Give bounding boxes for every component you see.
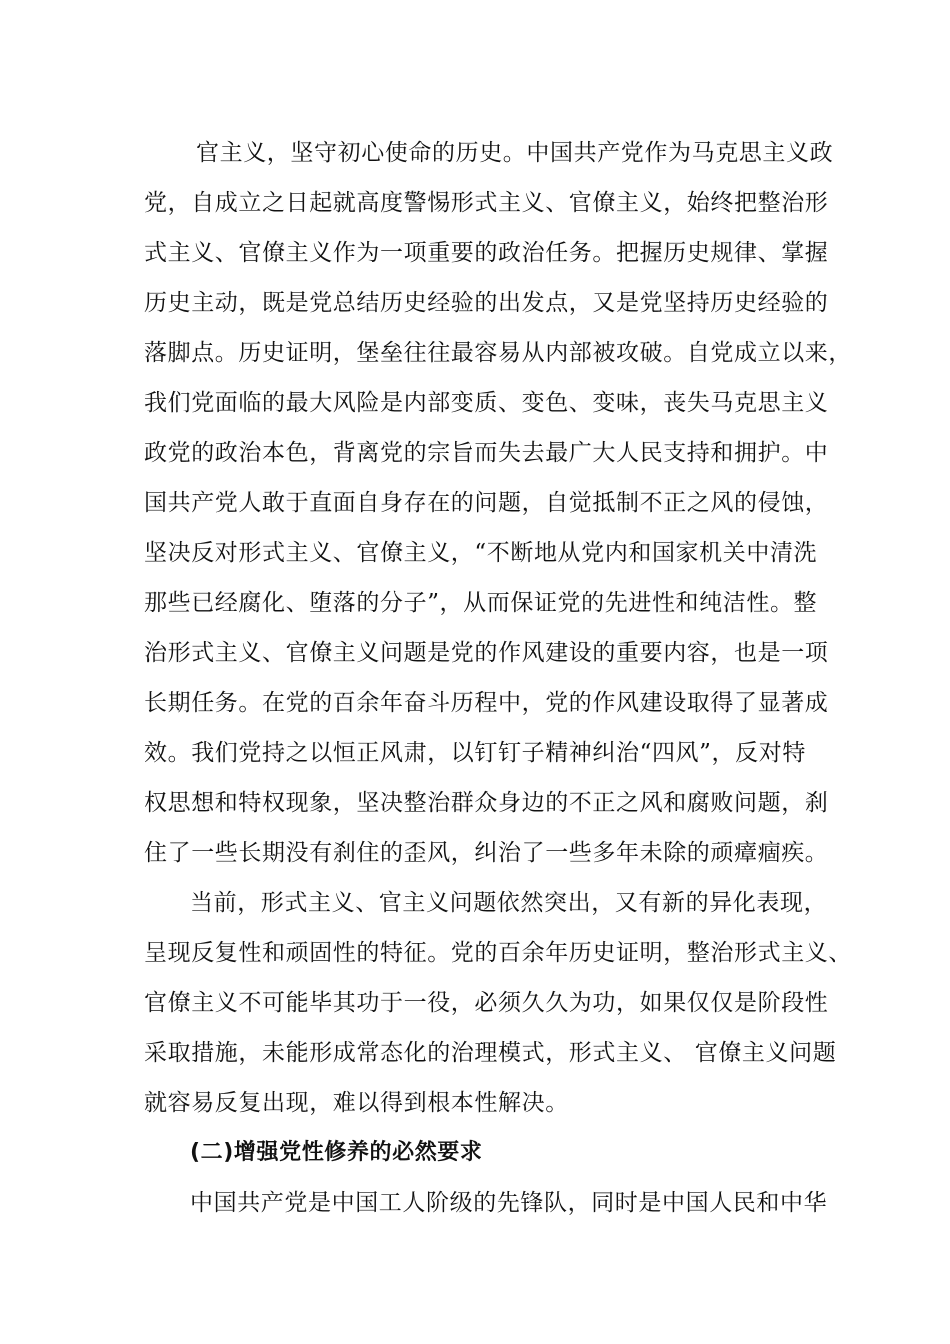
section-heading: (二)增强党性修养的必然要求 — [190, 1140, 483, 1165]
text-line: 我们党面临的最大风险是内部变质、变色、变味，丧失马克思主义 — [144, 390, 829, 416]
text-line: 历史主动，既是党总结历史经验的出发点，又是党坚持历史经验的 — [144, 290, 829, 316]
text-line: 就容易反复出现，难以得到根本性解决。 — [144, 1090, 569, 1116]
text-line: 国共产党人敢于直面自身存在的问题，自觉抵制不正之风的侵蚀， — [144, 490, 829, 516]
text-line: 式主义、官僚主义作为一项重要的政治任务。把握历史规律、掌握 — [144, 240, 829, 266]
text-line: 权思想和特权现象，坚决整治群众身边的不正之风和腐败问题，刹 — [144, 790, 829, 816]
text-line: 中国共产党是中国工人阶级的先锋队，同时是中国人民和中华 — [190, 1190, 828, 1216]
text-line: 当前，形式主义、官主义问题依然突出，又有新的异化表现， — [190, 890, 828, 916]
text-line: 治形式主义、官僚主义问题是党的作风建设的重要内容，也是一项 — [144, 640, 829, 666]
text-line: 官主义，坚守初心使命的历史。中国共产党作为马克思主义政 — [196, 140, 834, 166]
text-line: 官僚主义不可能毕其功于一役，必须久久为功，如果仅仅是阶段性 — [144, 990, 829, 1016]
text-line: 采取措施，未能形成常态化的治理模式，形式主义、 官僚主义问题 — [144, 1040, 837, 1066]
text-line: 那些已经腐化、堕落的分子”，从而保证党的先进性和纯洁性。整 — [144, 590, 818, 616]
text-line: 坚决反对形式主义、官僚主义，“不断地从党内和国家机关中清洗 — [144, 540, 818, 566]
text-line: 政党的政治本色，背离党的宗旨而失去最广大人民支持和拥护。中 — [144, 440, 829, 466]
text-line: 效。我们党持之以恒正风肃，以钉钉子精神纠治“四风”，反对特 — [144, 740, 806, 766]
text-line: 落脚点。历史证明，堡垒往往最容易从内部被攻破。自党成立以来， — [144, 340, 852, 366]
text-line: 长期任务。在党的百余年奋斗历程中，党的作风建设取得了显著成 — [144, 690, 829, 716]
text-line: 住了一些长期没有刹住的歪风，纠治了一些多年未除的顽瘴痼疾。 — [144, 840, 829, 866]
text-line: 呈现反复性和顽固性的特征。党的百余年历史证明，整治形式主义、 — [144, 940, 852, 966]
text-line: 党，自成立之日起就高度警惕形式主义、官僚主义，始终把整治形 — [144, 190, 829, 216]
